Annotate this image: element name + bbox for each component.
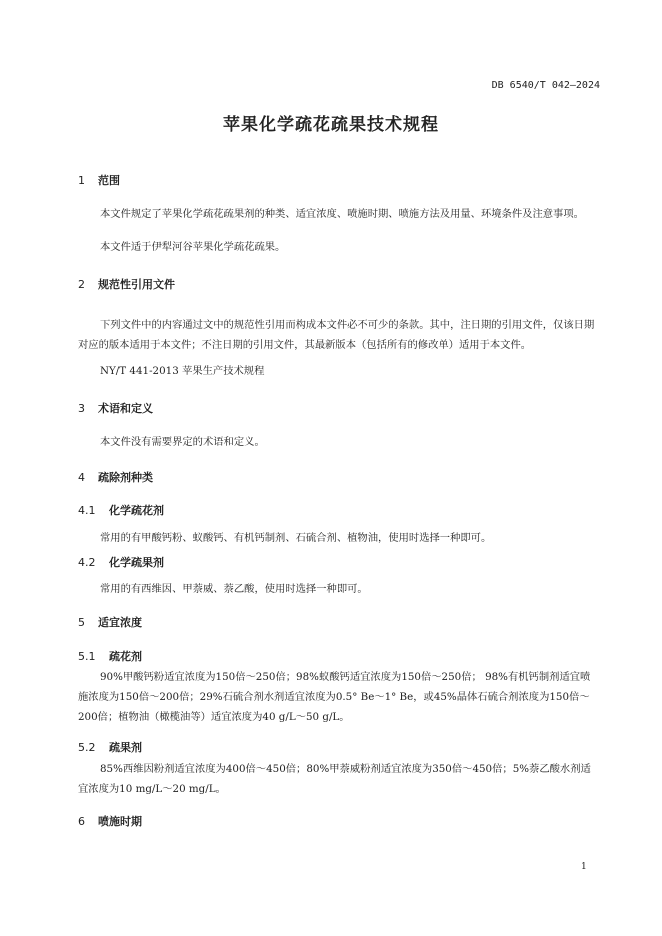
section-2-paragraph-1: 下列文件中的内容通过文中的规范性引用而构成本文件必不可少的条款。其中，注日期的引用文件，仅该日期对应的版本适用于本文件；不注日期的引用文件，其最新版本（包括所有的修改单）适用于本文件。 xyxy=(78,319,595,351)
section-title: 适宜浓度 xyxy=(98,616,142,629)
section-title: 疏果剂 xyxy=(109,741,142,754)
section-1-paragraph-1: 本文件规定了苹果化学疏花疏果剂的种类、适宜浓度、喷施时期、喷施方法及用量、环境条件及注意事项。 xyxy=(100,208,584,220)
page-number: 1 xyxy=(581,862,587,872)
section-title: 化学疏花剂 xyxy=(109,504,164,517)
section-6-heading xyxy=(78,813,142,829)
section-number: 6 xyxy=(78,815,85,828)
section-number: 5 xyxy=(78,616,85,629)
section-number: 4.1 xyxy=(78,504,96,517)
section-number: 5.1 xyxy=(78,650,96,663)
section-1-heading xyxy=(78,172,120,188)
section-5-2-heading xyxy=(78,739,142,755)
section-5-1-heading xyxy=(78,648,142,664)
section-3-heading xyxy=(78,400,153,416)
section-3-paragraph-1: 本文件没有需要界定的术语和定义。 xyxy=(100,436,265,448)
section-5-2-paragraph: 85%西维因粉剂适宜浓度为400倍～450倍；80%甲萘威粉剂适宜浓度为350倍～450倍；5%萘乙酸水剂适宜浓度为10 mg/L～20 mg/L。 xyxy=(78,763,591,795)
section-number: 5.2 xyxy=(78,741,96,754)
section-1-paragraph-2: 本文件适于伊犁河谷苹果化学疏花疏果。 xyxy=(100,241,286,253)
section-number: 1 xyxy=(78,174,85,187)
section-number: 2 xyxy=(78,278,85,291)
document-title: 苹果化学疏花疏果技术规程 xyxy=(223,115,439,135)
section-number: 4.2 xyxy=(78,556,96,569)
section-5-1-paragraph: 90%甲酸钙粉适宜浓度为150倍～250倍；98%蚁酸钙适宜浓度为150倍～250倍； 98%有机钙制剂适宜喷施浓度为150倍～200倍；29%石硫合剂水剂适宜浓度为0.5° Be～1° Be，或45%晶体石硫合剂浓度为150倍～200倍；植物油（橄榄油等）适宜浓度为40 g/L～50 g/L。 xyxy=(78,671,591,723)
section-title: 化学疏果剂 xyxy=(109,556,164,569)
section-number: 4 xyxy=(78,471,85,484)
section-4-1-paragraph: 常用的有甲酸钙粉、蚁酸钙、有机钙制剂、石硫合剂、植物油，使用时选择一种即可。 xyxy=(100,532,492,544)
section-4-2-paragraph: 常用的有西维因、甲萘威、萘乙酸，使用时选择一种即可。 xyxy=(100,583,368,595)
section-4-2-heading xyxy=(78,554,164,570)
section-2-heading xyxy=(78,276,175,292)
section-4-heading xyxy=(78,469,153,485)
section-5-heading xyxy=(78,614,142,630)
section-number: 3 xyxy=(78,402,85,415)
document-code: DB 6540/T 042—2024 xyxy=(491,80,600,91)
section-title: 疏花剂 xyxy=(109,650,142,663)
section-title: 喷施时期 xyxy=(98,815,142,828)
section-title: 术语和定义 xyxy=(98,402,153,415)
section-title: 规范性引用文件 xyxy=(98,278,175,291)
section-title: 疏除剂种类 xyxy=(98,471,153,484)
section-4-1-heading xyxy=(78,502,164,518)
section-title: 范围 xyxy=(98,174,120,187)
section-2-reference: NY/T 441-2013 苹果生产技术规程 xyxy=(100,365,265,377)
